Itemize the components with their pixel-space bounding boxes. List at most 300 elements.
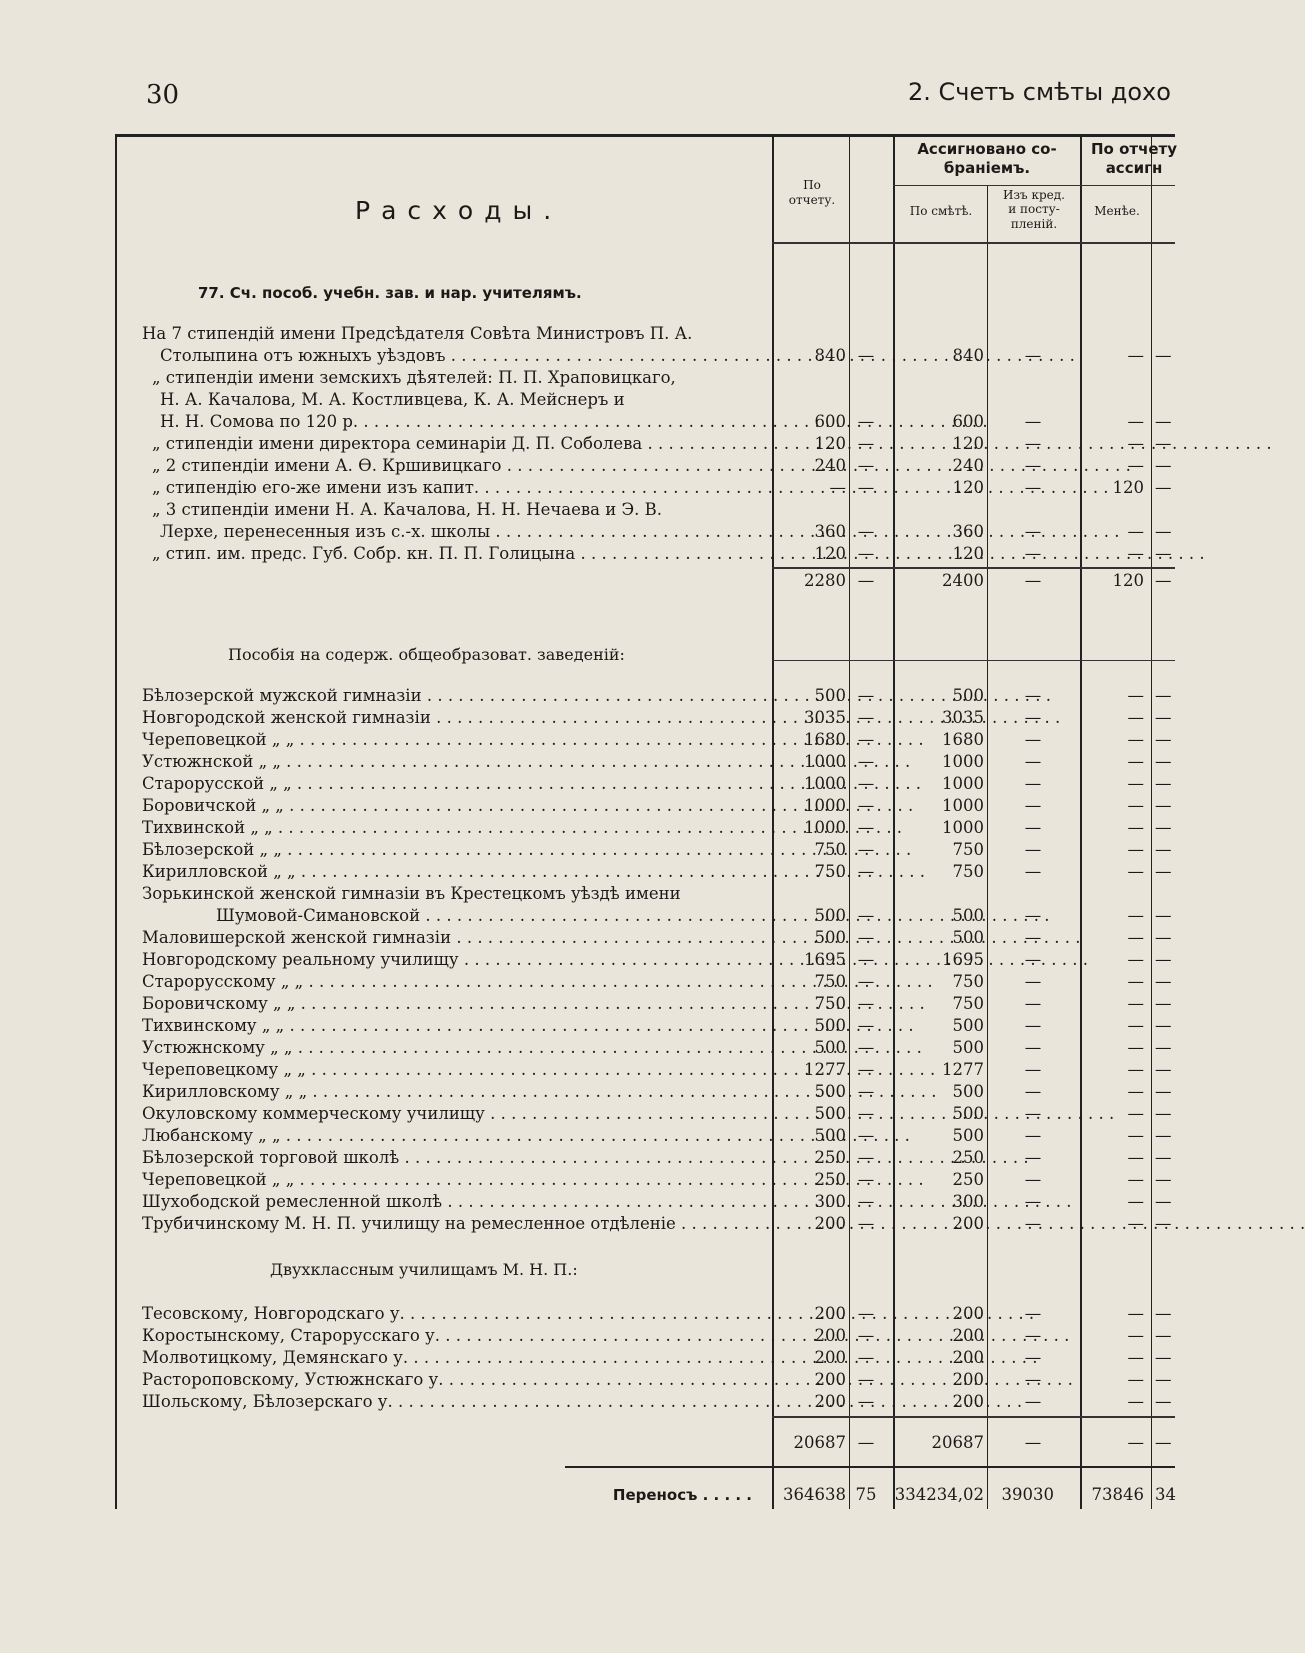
table-row: [0, 499, 1184, 521]
row-label: [216, 905, 767, 927]
table-row: [0, 707, 1184, 729]
subheading-general-education: Пособія на содерж. общеобразоват. заведеній:: [228, 645, 625, 664]
table-cell: 1000: [804, 752, 846, 771]
table-cell: —: [1127, 796, 1144, 815]
table-cell: —: [1024, 346, 1042, 365]
row-label: [142, 993, 767, 1015]
table-cell: —: [1127, 774, 1144, 793]
row-label-text: Любанскому „ „: [142, 1126, 281, 1145]
table-row: [0, 323, 1184, 345]
table-cell: —: [1024, 818, 1042, 837]
row-label: [142, 1081, 767, 1103]
table-cell: 120: [814, 544, 846, 563]
table-cell: —: [857, 730, 875, 749]
table-cell: —: [1024, 1104, 1042, 1123]
table-cell: —: [1024, 1148, 1042, 1167]
carry-forward-label: Переносъ . . . . .: [612, 1486, 752, 1504]
table-cell: —: [1024, 478, 1042, 497]
table-cell: —: [1127, 1104, 1144, 1123]
row-label: [142, 1325, 767, 1347]
table-cell: —: [1155, 1392, 1172, 1411]
col-header-less: Менѣе.: [1094, 204, 1140, 218]
table-cell: —: [1024, 994, 1042, 1013]
table-cell: 120: [952, 434, 984, 453]
subtotal-rule: [772, 1416, 1175, 1418]
table-cell: —: [857, 862, 875, 881]
table-cell: 500: [814, 1082, 846, 1101]
table-cell: —: [1127, 522, 1144, 541]
table-cell: 250: [952, 1170, 984, 1189]
table-cell: —: [857, 708, 875, 727]
table-row: [0, 971, 1184, 993]
row-label: [142, 839, 767, 861]
table-cell: 600: [814, 412, 846, 431]
table-cell: —: [1127, 1326, 1144, 1345]
row-label-text: Столыпина отъ южныхъ уѣздовъ: [160, 346, 446, 365]
table-row: [0, 729, 1184, 751]
table-cell: —: [1155, 818, 1172, 837]
table-row: [0, 1303, 1184, 1325]
table-cell: —: [1155, 1214, 1172, 1233]
table-cell: 120: [814, 434, 846, 453]
table-row: [0, 1191, 1184, 1213]
table-cell: 120: [952, 544, 984, 563]
table-cell: —: [857, 1192, 875, 1211]
header-rule: [1080, 185, 1175, 186]
table-row: [0, 685, 1184, 707]
table-cell: 1695: [804, 950, 846, 969]
table-cell: 240: [952, 456, 984, 475]
table-cell: —: [857, 544, 875, 563]
table-cell: —: [1155, 346, 1172, 365]
table-cell: 240: [814, 456, 846, 475]
table-cell: —: [857, 928, 875, 947]
table-cell: —: [1024, 1082, 1042, 1101]
table-cell: 750: [814, 840, 846, 859]
table-cell: —: [1155, 906, 1172, 925]
row-label-text: Кирилловскому „ „: [142, 1082, 308, 1101]
table-row: [0, 1015, 1184, 1037]
table-cell: —: [857, 1082, 875, 1101]
table-cell: 750: [814, 862, 846, 881]
table-cell: —: [857, 796, 875, 815]
table-cell: —: [857, 686, 875, 705]
table-cell: 20687: [931, 1433, 984, 1452]
table-cell: 1695: [942, 950, 984, 969]
table-cell: —: [857, 1104, 875, 1123]
table-cell: —: [857, 840, 875, 859]
table-cell: —: [1155, 1170, 1172, 1189]
row-label: [160, 411, 767, 433]
table-row: [0, 1213, 1184, 1235]
table-row: [0, 411, 1184, 433]
row-label: [142, 1015, 767, 1037]
row-label: [142, 1125, 767, 1147]
table-row: [0, 521, 1184, 543]
row-label: „ стипендіи имени земскихъ дѣятелей: П. П. Храповицкаго,: [152, 368, 676, 387]
table-row: [0, 1369, 1184, 1391]
table-row: [0, 455, 1184, 477]
row-label-text: „ стип. им. предс. Губ. Собр. кн. П. П. Голицына: [152, 544, 576, 563]
table-cell: —: [1024, 906, 1042, 925]
row-label-text: Шумовой-Симановской: [216, 906, 421, 925]
table-cell: 120: [952, 478, 984, 497]
table-cell: —: [1024, 686, 1042, 705]
row-label: [142, 1391, 767, 1413]
table-cell: —: [1024, 972, 1042, 991]
table-cell: —: [1127, 950, 1144, 969]
row-label: [142, 1103, 767, 1125]
table-row: [0, 795, 1184, 817]
table-cell: 200: [952, 1214, 984, 1233]
table-cell: —: [1024, 571, 1042, 590]
table-cell: —: [1024, 1392, 1042, 1411]
table-cell: —: [1127, 1016, 1144, 1035]
table-row: [0, 367, 1184, 389]
table-row: [0, 751, 1184, 773]
table-cell: —: [857, 1148, 875, 1167]
table-cell: —: [1127, 1082, 1144, 1101]
table-cell: 600: [952, 412, 984, 431]
table-cell: —: [1155, 840, 1172, 859]
table-cell: 500: [952, 686, 984, 705]
table-cell: —: [1155, 1326, 1172, 1345]
row-label: [142, 949, 767, 971]
row-label: [142, 927, 767, 949]
table-row: [0, 993, 1184, 1015]
table-cell: 1000: [804, 818, 846, 837]
table-cell: 750: [814, 994, 846, 1013]
table-cell: —: [1127, 752, 1144, 771]
table-cell: 500: [952, 1082, 984, 1101]
table-row: [0, 1147, 1184, 1169]
section-heading: 77. Сч. пособ. учебн. зав. и нар. учителямъ.: [198, 284, 582, 302]
table-cell: —: [1024, 1192, 1042, 1211]
table-cell: 3035: [804, 708, 846, 727]
table-cell: —: [1127, 1392, 1144, 1411]
table-cell: —: [829, 478, 846, 497]
table-cell: 840: [814, 346, 846, 365]
table-cell: 200: [814, 1214, 846, 1233]
table-cell: —: [857, 1433, 875, 1452]
table-cell: 300: [952, 1192, 984, 1211]
table-cell: —: [857, 950, 875, 969]
table-cell: —: [1155, 1192, 1172, 1211]
table-cell: —: [1024, 862, 1042, 881]
table-cell: 200: [814, 1304, 846, 1323]
table-cell: —: [1024, 434, 1042, 453]
table-cell: 500: [952, 1104, 984, 1123]
table-cell: —: [1024, 928, 1042, 947]
table-cell: 500: [814, 928, 846, 947]
table-cell: —: [1024, 1348, 1042, 1367]
table-cell: 250: [814, 1148, 846, 1167]
table-cell: 75: [855, 1485, 877, 1504]
row-label-text: Н. Н. Сомова по 120 р.: [160, 412, 359, 431]
table-row: [0, 345, 1184, 367]
table-cell: 500: [814, 1126, 846, 1145]
table-cell: —: [1024, 1016, 1042, 1035]
carry-forward-row: [0, 1484, 1184, 1506]
table-row: [0, 543, 1184, 565]
table-cell: —: [1024, 1370, 1042, 1389]
table-cell: —: [1155, 1304, 1172, 1323]
table-cell: —: [1155, 1104, 1172, 1123]
table-cell: —: [857, 1326, 875, 1345]
table-cell: 750: [952, 840, 984, 859]
row-label: [142, 685, 767, 707]
table-cell: —: [1155, 412, 1172, 431]
table-cell: 20687: [793, 1433, 846, 1452]
table-row: [0, 1037, 1184, 1059]
page-number: 30: [146, 80, 180, 110]
table-row: [0, 839, 1184, 861]
row-label-text: „ 2 стипендіи имени А. Ѳ. Кршивицкаго: [152, 456, 502, 475]
table-cell: 500: [952, 1038, 984, 1057]
row-label: [142, 795, 767, 817]
row-label: [142, 1191, 767, 1213]
table-cell: —: [1024, 1326, 1042, 1345]
table-row: [0, 477, 1184, 499]
row-label-text: „ стипендію его-же имени изъ капит.: [152, 478, 480, 497]
row-label-text: Окуловскому коммерческому училищу: [142, 1104, 485, 1123]
table-cell: —: [857, 1016, 875, 1035]
table-cell: —: [1127, 1192, 1144, 1211]
table-row: [0, 1081, 1184, 1103]
table-cell: —: [1024, 1038, 1042, 1057]
table-cell: —: [1127, 412, 1144, 431]
table-cell: 500: [952, 906, 984, 925]
table-row: [0, 1391, 1184, 1413]
table-row: [0, 389, 1184, 411]
row-label-text: „ стипендіи имени директора семинаріи Д. П. Соболева: [152, 434, 643, 453]
row-label-text: Тихвинскому „ „: [142, 1016, 285, 1035]
table-cell: 500: [952, 1126, 984, 1145]
row-label-text: Маловишерской женской гимназіи: [142, 928, 452, 947]
row-label-text: Новгородской женской гимназіи: [142, 708, 431, 727]
table-cell: —: [1155, 478, 1172, 497]
table-cell: 1000: [942, 774, 984, 793]
table-cell: 500: [814, 1038, 846, 1057]
row-label: На 7 стипендій имени Предсѣдателя Совѣта Министровъ П. А.: [142, 324, 693, 343]
table-cell: 1680: [942, 730, 984, 749]
row-label: [152, 433, 777, 455]
table-cell: —: [857, 906, 875, 925]
table-cell: —: [1127, 1348, 1144, 1367]
row-label: „ 3 стипендіи имени Н. А. Качалова, Н. Н. Нечаева и Э. В.: [152, 500, 662, 519]
table-cell: —: [1127, 730, 1144, 749]
table-cell: —: [1155, 950, 1172, 969]
table-cell: —: [1155, 752, 1172, 771]
row-label: [142, 1147, 767, 1169]
table-cell: 250: [952, 1148, 984, 1167]
table-row: [0, 773, 1184, 795]
table-row: [0, 1059, 1184, 1081]
row-label-text: Череповецкой „ „: [142, 730, 295, 749]
row-label-text: Старорусской „ „: [142, 774, 292, 793]
row-label: [142, 751, 767, 773]
table-cell: —: [857, 994, 875, 1013]
table-cell: —: [857, 478, 875, 497]
table-cell: —: [1024, 522, 1042, 541]
row-label-text: Череповецкому „ „: [142, 1060, 306, 1079]
table-cell: 750: [952, 862, 984, 881]
table-cell: —: [1024, 456, 1042, 475]
row-label-text: Новгородскому реальному училищу: [142, 950, 459, 969]
table-cell: —: [1155, 972, 1172, 991]
table-cell: —: [1155, 928, 1172, 947]
table-cell: —: [857, 1170, 875, 1189]
row-label-text: Устюжнской „ „: [142, 752, 281, 771]
table-row: [0, 883, 1184, 905]
table-cell: —: [1127, 434, 1144, 453]
row-label-text: Череповецкой „ „: [142, 1170, 295, 1189]
table-cell: 750: [814, 972, 846, 991]
table-cell: 500: [814, 1104, 846, 1123]
table-cell: 1000: [804, 796, 846, 815]
table-cell: —: [1127, 686, 1144, 705]
row-label: [142, 1347, 767, 1369]
table-cell: 200: [952, 1392, 984, 1411]
table-cell: 750: [952, 972, 984, 991]
col-header-by-estimate: По смѣтѣ.: [909, 204, 973, 218]
table-cell: 500: [814, 906, 846, 925]
row-label-text: Лерхе, перенесенныя изъ с.-х. школы: [160, 522, 491, 541]
table-cell: —: [1024, 544, 1042, 563]
table-cell: —: [1024, 796, 1042, 815]
table-cell: —: [1127, 1214, 1144, 1233]
row-label-text: Бѣлозерской „ „: [142, 840, 282, 859]
row-label-text: Кирилловской „ „: [142, 862, 296, 881]
table-cell: —: [1024, 1433, 1042, 1452]
table-cell: 200: [952, 1348, 984, 1367]
table-cell: —: [1155, 1038, 1172, 1057]
table-cell: 500: [814, 1016, 846, 1035]
table-cell: —: [1127, 972, 1144, 991]
block-rule: [772, 660, 1175, 661]
row-label-text: Молвотицкому, Демянскаго у.: [142, 1348, 409, 1367]
table-cell: 840: [952, 346, 984, 365]
col-header-report-assigned: По отчету ассигн: [1090, 140, 1178, 177]
subtotal-row: [0, 570, 1184, 592]
table-cell: 3035: [942, 708, 984, 727]
row-label-text: Боровичскому „ „: [142, 994, 296, 1013]
header-rule: [893, 185, 1080, 186]
table-cell: —: [1155, 1126, 1172, 1145]
table-cell: 200: [814, 1348, 846, 1367]
table-cell: —: [1155, 686, 1172, 705]
table-cell: 1277: [942, 1060, 984, 1079]
table-cell: —: [1024, 950, 1042, 969]
row-label-text: Коростынскому, Старорусскаго у.: [142, 1326, 440, 1345]
table-cell: —: [1155, 862, 1172, 881]
subtotal-row: [0, 1432, 1184, 1454]
table-cell: —: [1155, 456, 1172, 475]
table-cell: 300: [814, 1192, 846, 1211]
table-cell: 1277: [804, 1060, 846, 1079]
table-cell: —: [857, 818, 875, 837]
table-cell: —: [1127, 346, 1144, 365]
table-cell: —: [1127, 928, 1144, 947]
row-label: [142, 1303, 767, 1325]
table-cell: —: [1024, 1304, 1042, 1323]
table-cell: —: [857, 774, 875, 793]
table-cell: 360: [814, 522, 846, 541]
table-cell: —: [1155, 522, 1172, 541]
table-cell: —: [1127, 708, 1144, 727]
table-cell: 200: [814, 1326, 846, 1345]
row-label: [142, 773, 767, 795]
table-cell: —: [857, 412, 875, 431]
table-cell: —: [857, 571, 875, 590]
table-cell: —: [1155, 1370, 1172, 1389]
table-cell: 500: [814, 686, 846, 705]
row-label: [142, 1059, 767, 1081]
row-label: Зорькинской женской гимназіи въ Крестецкомъ уѣздѣ имени: [142, 884, 681, 903]
row-label: [152, 477, 777, 499]
col-header-from-credits: Изъ кред. и посту- пленій.: [1003, 188, 1065, 231]
col-header-assigned: Ассигновано со- браніемъ.: [917, 140, 1057, 177]
table-cell: —: [1155, 1016, 1172, 1035]
table-cell: —: [857, 346, 875, 365]
table-cell: —: [857, 456, 875, 475]
row-label-text: Старорусскому „ „: [142, 972, 304, 991]
table-cell: 200: [814, 1370, 846, 1389]
table-cell: —: [1127, 456, 1144, 475]
table-cell: —: [1024, 412, 1042, 431]
table-row: [0, 1125, 1184, 1147]
subheading-two-class-schools: Двухклассным училищамъ М. Н. П.:: [270, 1260, 578, 1279]
table-cell: —: [1127, 1060, 1144, 1079]
table-cell: —: [1024, 774, 1042, 793]
row-label: [142, 1213, 767, 1235]
carry-rule: [565, 1466, 1175, 1468]
row-label-text: Тихвинской „ „: [142, 818, 273, 837]
table-cell: —: [1155, 544, 1172, 563]
table-row: [0, 949, 1184, 971]
table-cell: —: [1127, 862, 1144, 881]
row-label: [160, 521, 767, 543]
table-cell: —: [857, 972, 875, 991]
table-row: [0, 1169, 1184, 1191]
table-cell: —: [1155, 1082, 1172, 1101]
table-row: [0, 905, 1184, 927]
table-cell: —: [857, 1214, 875, 1233]
row-label-text: Растороповскому, Устюжнскаго у.: [142, 1370, 444, 1389]
table-cell: —: [857, 752, 875, 771]
table-cell: —: [857, 522, 875, 541]
table-cell: 2400: [942, 571, 984, 590]
table-cell: 364638: [783, 1485, 846, 1504]
table-cell: —: [1155, 1060, 1172, 1079]
row-label: [142, 1037, 767, 1059]
table-cell: 39030: [1001, 1485, 1054, 1504]
row-label-text: Шухободской ремесленной школѣ: [142, 1192, 443, 1211]
row-label: [142, 1369, 767, 1391]
table-cell: —: [1024, 840, 1042, 859]
row-label-text: Шольскому, Бѣлозерскаго у.: [142, 1392, 393, 1411]
table-cell: 500: [952, 928, 984, 947]
row-label: [142, 1169, 767, 1191]
row-label: [152, 543, 777, 565]
table-cell: 73846: [1091, 1485, 1144, 1504]
running-title: 2. Счетъ смѣты дохо: [908, 78, 1171, 106]
table-cell: —: [1127, 1433, 1144, 1452]
table-cell: —: [1024, 1060, 1042, 1079]
table-cell: 200: [952, 1370, 984, 1389]
table-cell: —: [857, 1126, 875, 1145]
table-row: [0, 1103, 1184, 1125]
